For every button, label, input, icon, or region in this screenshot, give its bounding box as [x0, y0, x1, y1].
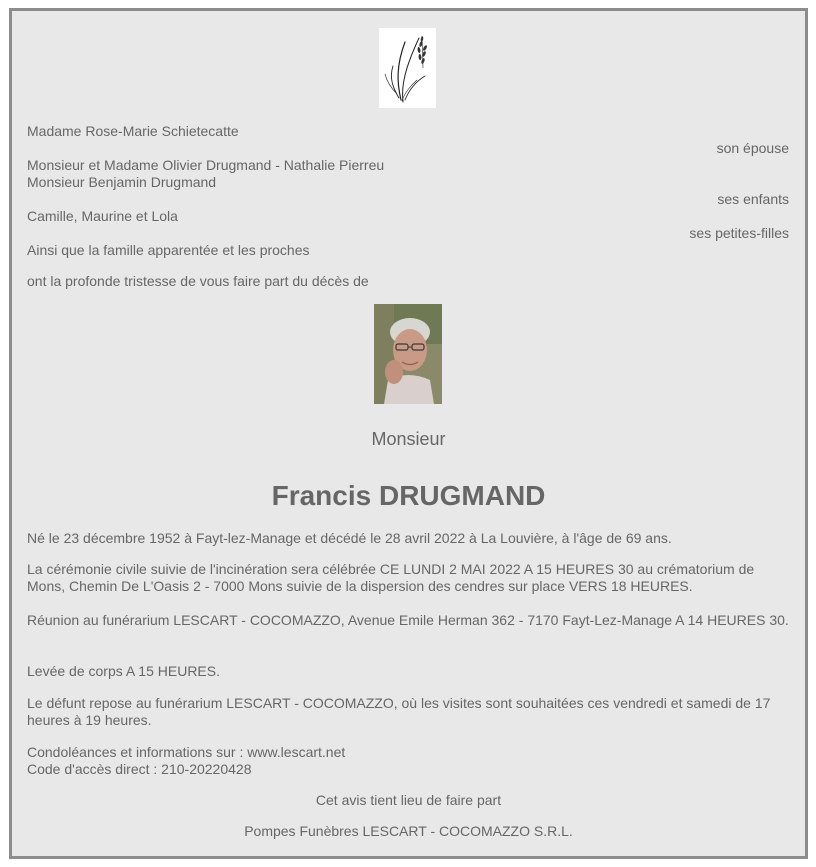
deceased-name: Francis DRUGMAND — [271, 480, 546, 511]
birth-death-details: Né le 23 décembre 1952 à Fayt-lez-Manage et décédé le 28 avril 2022 à La Louvière, à l'âge de 69 ans. — [27, 530, 672, 546]
deceased-title: Monsieur — [371, 429, 446, 449]
spouse-role: son épouse — [716, 140, 789, 156]
children-line-2: Monsieur Benjamin Drugmand — [27, 174, 217, 190]
grandchildren-names: Camille, Maurine et Lola — [27, 208, 178, 224]
wheat-logo-icon — [379, 28, 436, 108]
meeting-details: Réunion au funérarium LESCART - COCOMAZZO, Avenue Emile Herman 362 - 7170 Fayt-Lez-Manage A 14 HEURES 30. — [27, 612, 789, 628]
ceremony-details: La cérémonie civile suivie de l'incinération sera célébrée CE LUNDI 2 MAI 2022 A 15 HEURES 30 au crématorium de Mons, Chemin De L'Oasis 2 - 7000 Mons suivie de la dispersion des cendres sur place VERS 18 HEURES. — [27, 561, 755, 594]
deceased-portrait — [374, 304, 442, 404]
funeral-home-line: Pompes Funèbres LESCART - COCOMAZZO S.R.L. — [244, 823, 573, 839]
children-line-1: Monsieur et Madame Olivier Drugmand - Nathalie Pierreu — [27, 157, 385, 173]
relatives-line: Ainsi que la famille apparentée et les proches — [27, 242, 310, 258]
obituary-card — [9, 8, 808, 859]
announcement-text: ont la profonde tristesse de vous faire part du décès de — [27, 273, 369, 289]
visits-details: Le défunt repose au funérarium LESCART - COCOMAZZO, où les visites sont souhaitées ces vendredi et samedi de 17 heures à 19 heures. — [27, 695, 771, 728]
children-role: ses enfants — [717, 191, 789, 207]
body-removal-details: Levée de corps A 15 HEURES. — [27, 663, 220, 679]
spouse-name: Madame Rose-Marie Schietecatte — [27, 123, 239, 139]
condolences-line: Condoléances et informations sur : www.lescart.net — [27, 744, 346, 760]
access-code-line: Code d'accès direct : 210-20220428 — [27, 761, 252, 777]
notice-line: Cet avis tient lieu de faire part — [315, 792, 502, 808]
grandchildren-role: ses petites-filles — [689, 225, 789, 241]
